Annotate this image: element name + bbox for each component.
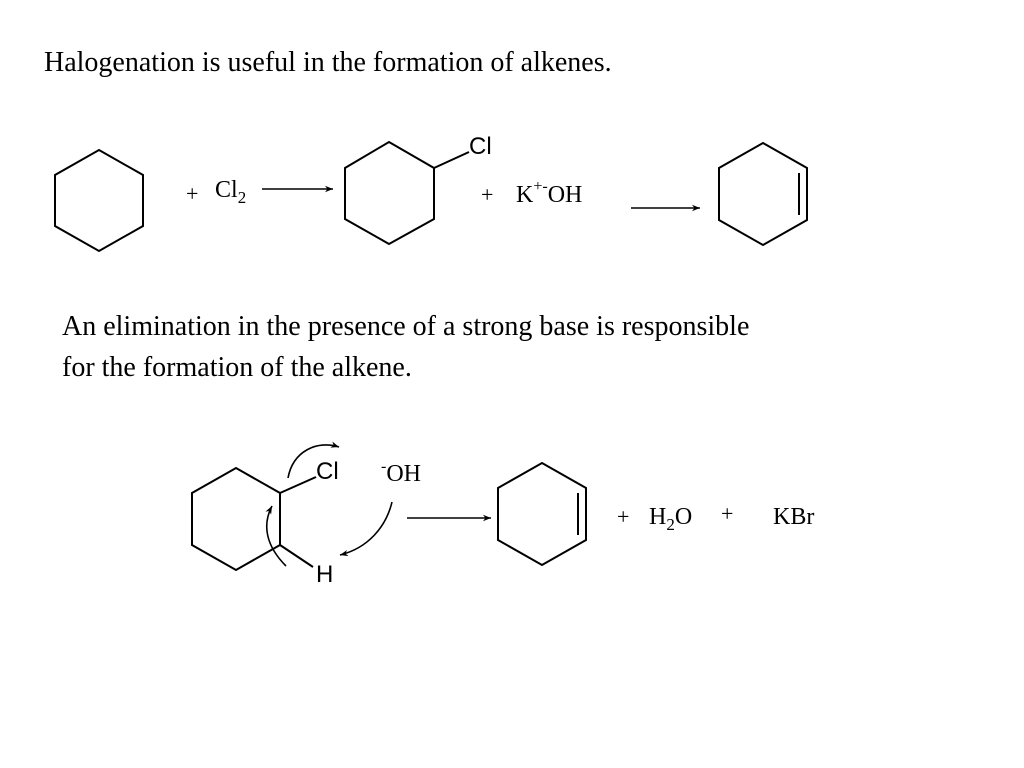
plus-sign: + xyxy=(721,501,734,526)
chlorine-substituent: Cl xyxy=(469,133,492,160)
water-oxygen: O xyxy=(674,504,693,530)
beta-hydrogen: H xyxy=(316,561,334,588)
curved-arrow-base-attack xyxy=(340,502,392,555)
hydroxide-charge: - xyxy=(381,458,387,475)
heading: Halogenation is useful in the formation of alkenes. xyxy=(44,47,612,78)
water-label xyxy=(649,504,692,534)
water-subscript: 2 xyxy=(666,515,675,534)
explanation-line-1: An elimination in the presence of a strong base is responsible xyxy=(62,311,750,342)
ion-charges: +- xyxy=(533,178,548,195)
leaving-group-chlorine: Cl xyxy=(316,458,339,485)
potassium-symbol: K xyxy=(516,182,534,208)
hydroxide-symbol: OH xyxy=(547,182,583,208)
curved-arrow-bond-formation xyxy=(267,506,286,566)
water-hydrogen: H xyxy=(649,504,667,530)
hydroxide-symbol: OH xyxy=(386,461,421,487)
chlorocyclohexane-molecule xyxy=(345,133,492,244)
c-cl-bond xyxy=(280,477,316,493)
c-cl-bond xyxy=(434,152,469,168)
cyclohexane-molecule xyxy=(55,150,143,251)
plus-sign: + xyxy=(617,504,630,529)
chlorine-subscript: 2 xyxy=(237,188,247,207)
cyclohexene-product-molecule xyxy=(498,463,586,565)
chlorine-reagent xyxy=(215,177,246,207)
hydroxide-ion xyxy=(381,458,421,487)
chlorocyclohexane-mechanism-molecule xyxy=(192,458,339,588)
salt-label: KBr xyxy=(773,504,815,530)
cyclohexene-molecule xyxy=(719,143,807,245)
explanation-line-2: for the formation of the alkene. xyxy=(62,352,412,383)
potassium-hydroxide-label xyxy=(516,178,582,208)
plus-sign: + xyxy=(481,182,494,207)
chlorine-symbol: Cl xyxy=(215,177,238,203)
c-h-bond xyxy=(280,545,313,567)
plus-sign: + xyxy=(186,181,199,206)
